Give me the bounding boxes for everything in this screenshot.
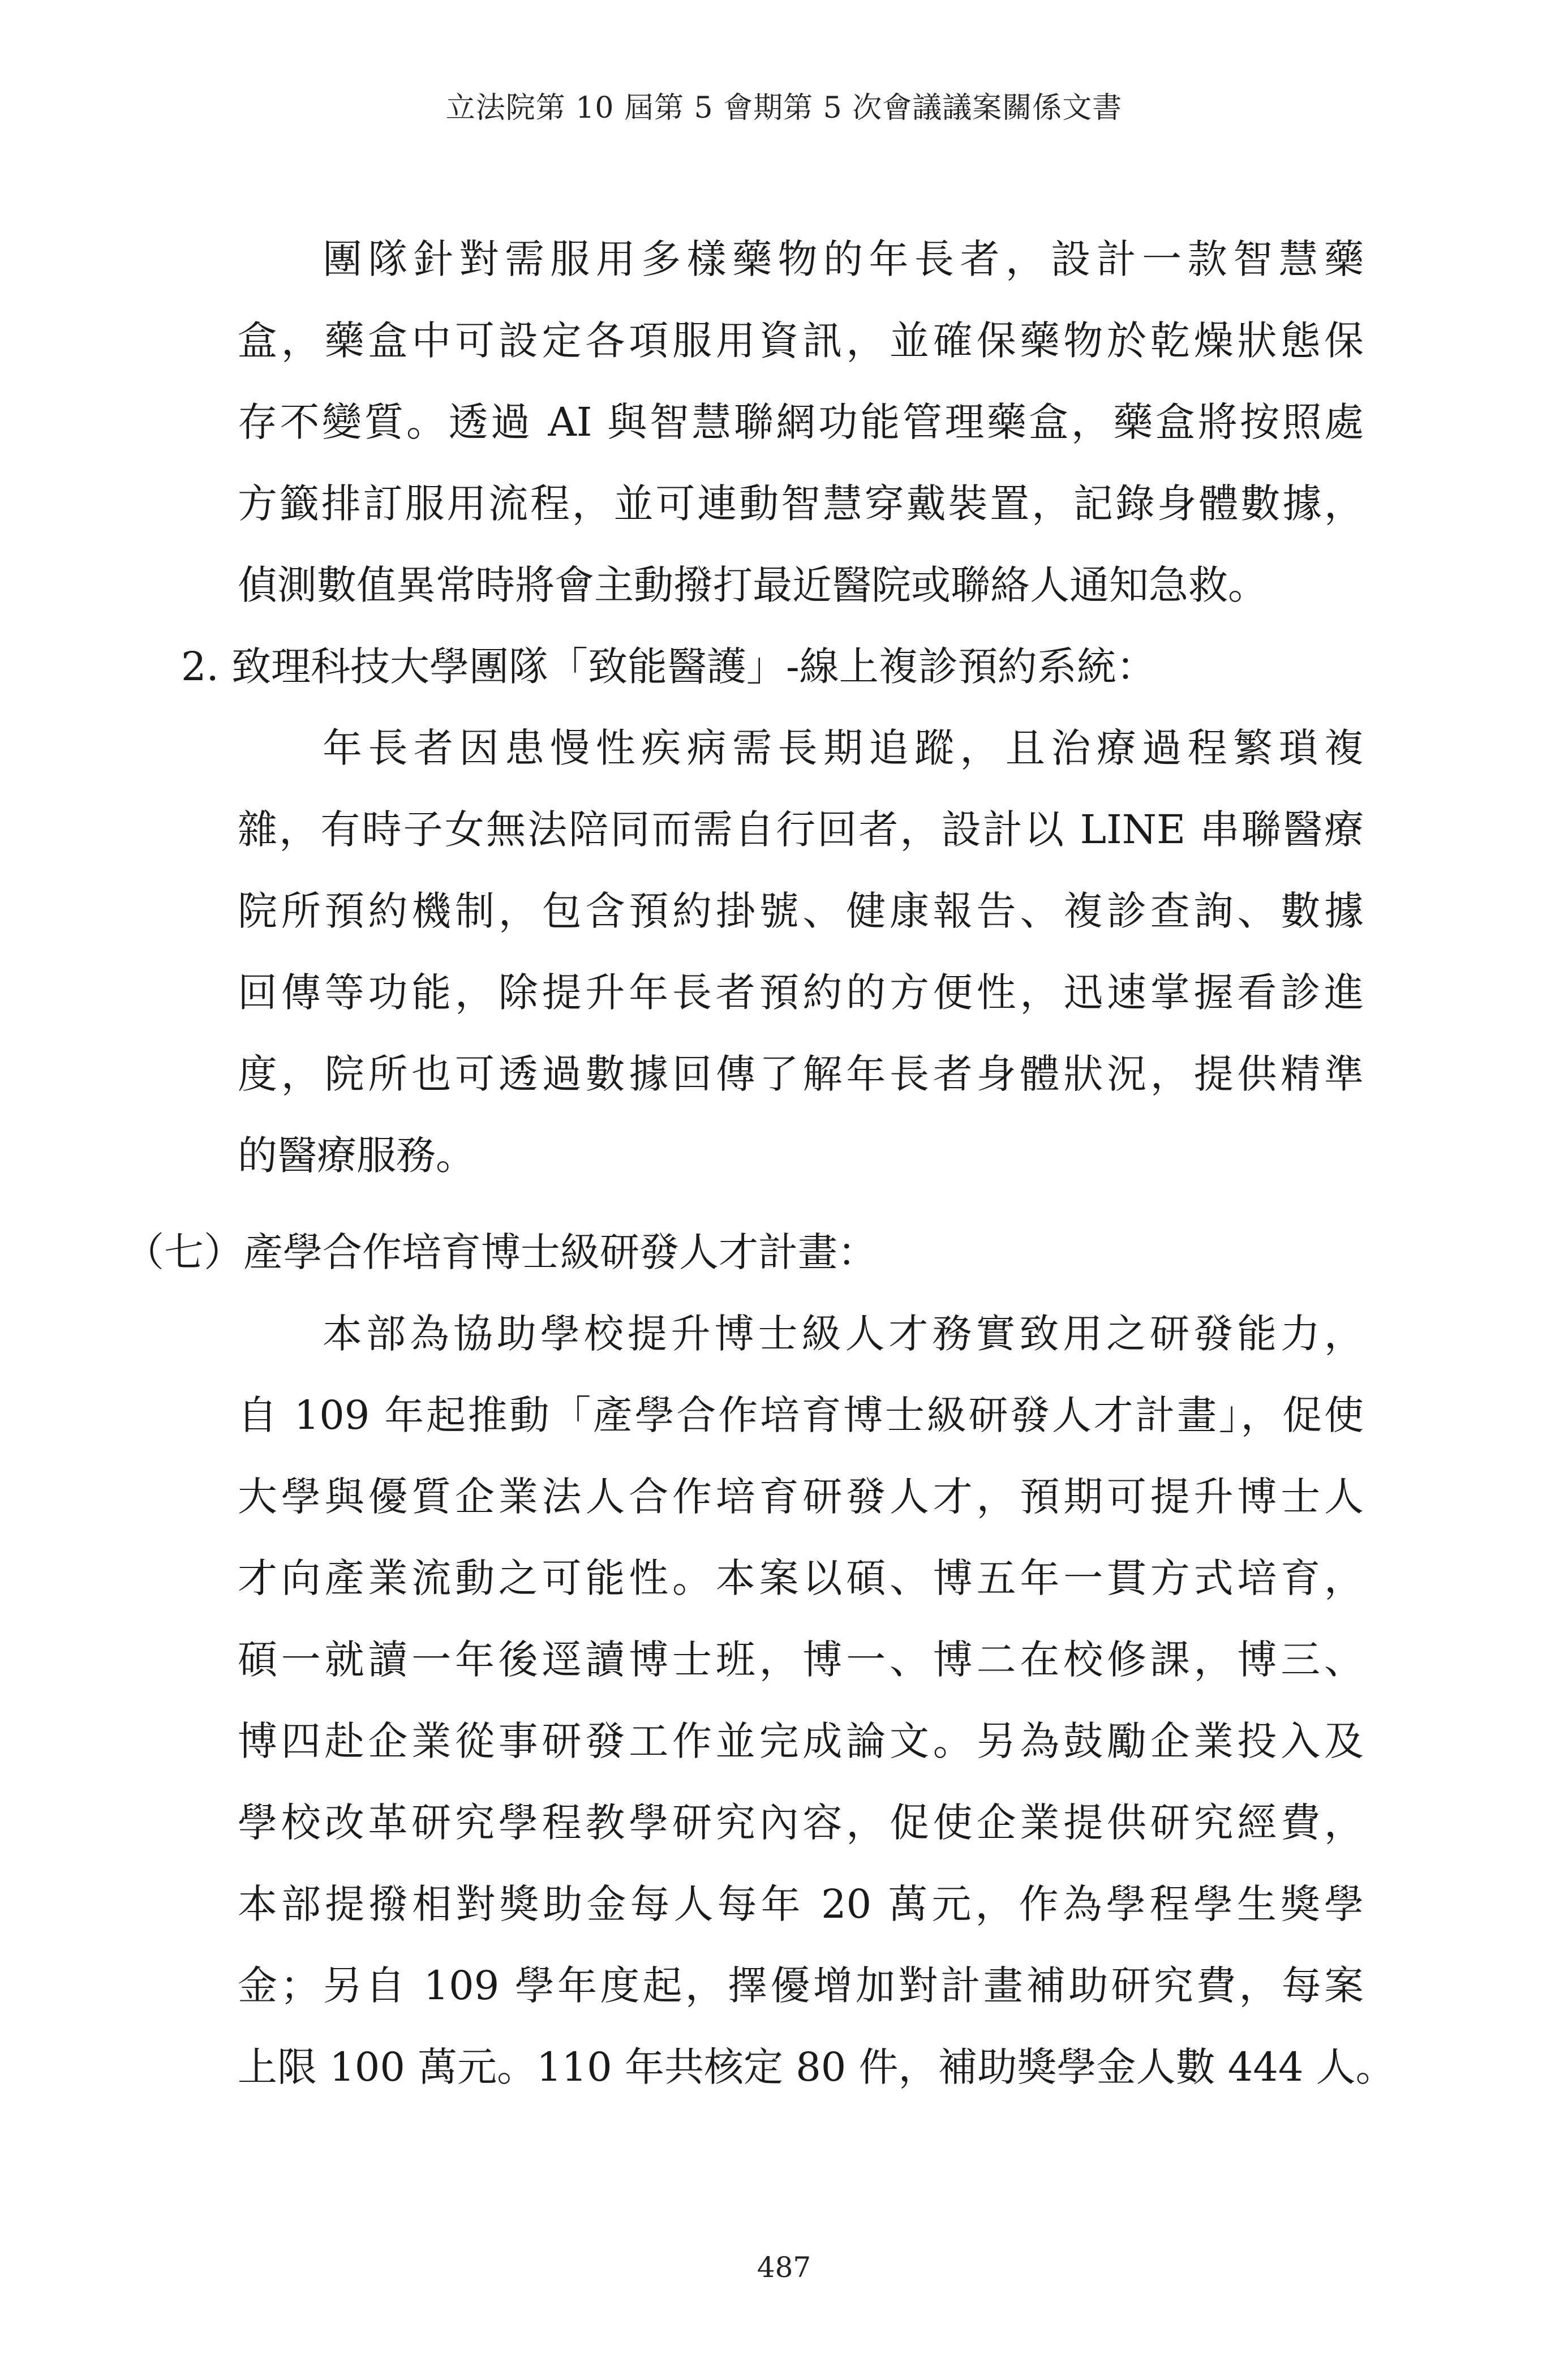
paragraph-line: 院所預約機制，包含預約掛號、健康報告、複診查詢、數據 bbox=[238, 888, 1364, 934]
paragraph-line: 本部為協助學校提升博士級人才務實致用之研發能力， bbox=[323, 1311, 1364, 1357]
paragraph-line: 盒，藥盒中可設定各項服用資訊，並確保藥物於乾燥狀態保 bbox=[238, 317, 1364, 364]
paragraph-line: 年長者因患慢性疾病需長期追蹤，且治療過程繁瑣複 bbox=[323, 725, 1364, 771]
paragraph-line: 自 109 年起推動「產學合作培育博士級研發人才計畫」，促使 bbox=[238, 1392, 1364, 1438]
paragraph-line: 上限 100 萬元。110 年共核定 80 件，補助獎學金人數 444 人。 bbox=[238, 2044, 1395, 2090]
paragraph-line: 大學與優質企業法人合作培育研發人才，預期可提升博士人 bbox=[238, 1474, 1364, 1520]
document-header: 立法院第 10 屆第 5 會期第 5 次會議議案關係文書 bbox=[445, 91, 1123, 125]
paragraph-line: 度，院所也可透過數據回傳了解年長者身體狀況，提供精準 bbox=[238, 1051, 1364, 1097]
paragraph-line: 金；另自 109 學年度起，擇優增加對計畫補助研究費，每案 bbox=[238, 1962, 1364, 2009]
paragraph-line: 回傳等功能，除提升年長者預約的方便性，迅速掌握看診進 bbox=[238, 969, 1364, 1016]
paragraph-line: 的醫療服務。 bbox=[238, 1132, 475, 1179]
item-heading: 2. 致理科技大學團隊「致能醫護」-線上複診預約系統： bbox=[181, 643, 1156, 690]
paragraph-line: 雜，有時子女無法陪同而需自行回者，設計以 LINE 串聯醫療 bbox=[238, 806, 1364, 853]
paragraph-line: 才向產業流動之可能性。本案以碩、博五年一貫方式培育， bbox=[238, 1555, 1364, 1601]
paragraph-line: 博四赴企業從事研發工作並完成論文。另為鼓勵企業投入及 bbox=[238, 1718, 1364, 1764]
paragraph-line: 存不變質。透過 AI 與智慧聯網功能管理藥盒，藥盒將按照處 bbox=[238, 399, 1364, 445]
paragraph-line: 團隊針對需服用多樣藥物的年長者，設計一款智慧藥 bbox=[323, 236, 1364, 282]
paragraph-line: 碩一就讀一年後逕讀博士班，博一、博二在校修課，博三、 bbox=[238, 1636, 1364, 1683]
page-number: 487 bbox=[757, 2251, 811, 2284]
paragraph-line: 本部提撥相對獎助金每人每年 20 萬元，作為學程學生獎學 bbox=[238, 1881, 1364, 1927]
paragraph-line: 偵測數值異常時將會主動撥打最近醫院或聯絡人通知急救。 bbox=[238, 562, 1268, 608]
paragraph-line: 方籤排訂服用流程，並可連動智慧穿戴裝置，記錄身體數據， bbox=[238, 480, 1364, 527]
section-heading: （七）產學合作培育博士級研發人才計畫： bbox=[124, 1229, 877, 1275]
paragraph-line: 學校改革研究學程教學研究內容，促使企業提供研究經費， bbox=[238, 1799, 1364, 1846]
